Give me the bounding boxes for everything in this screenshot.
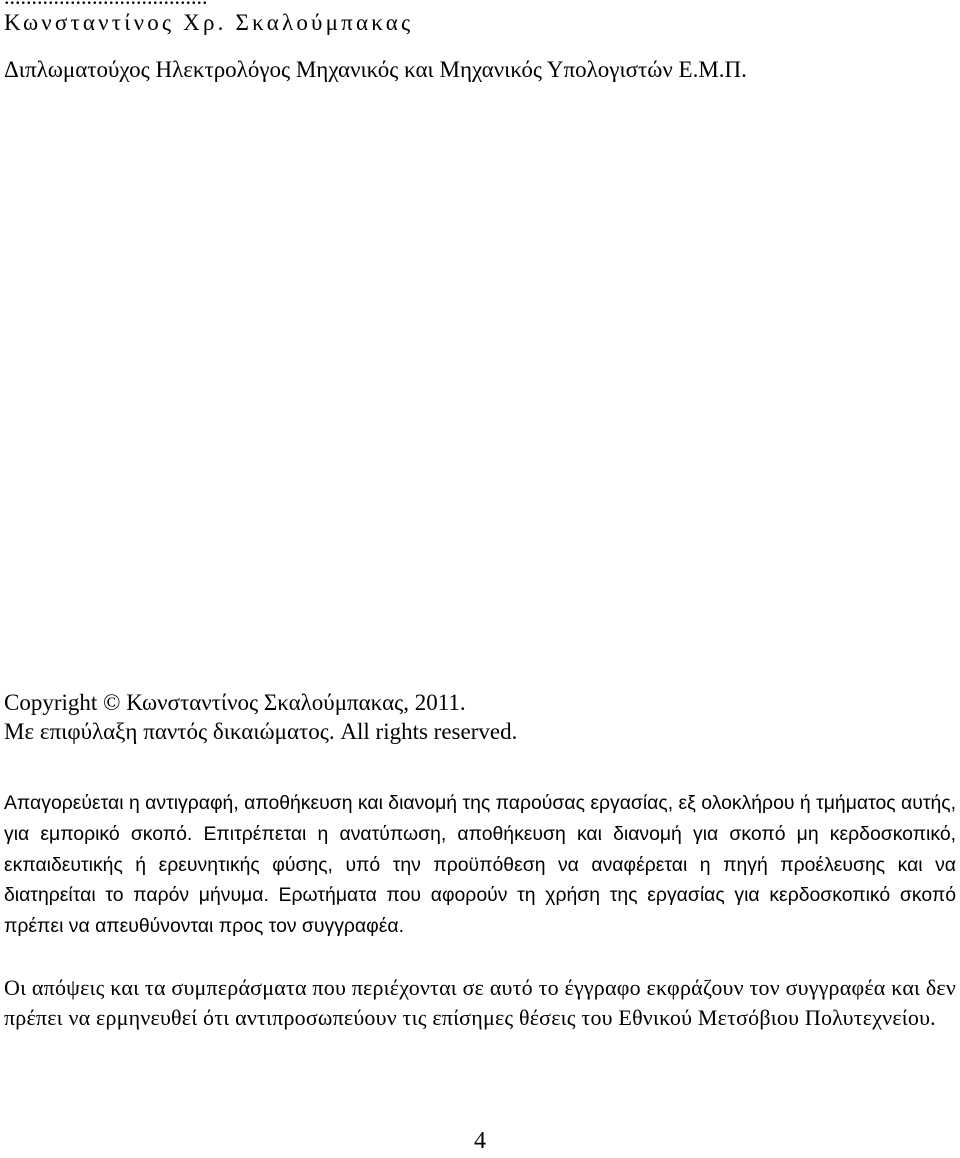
rights-reserved: Με επιφύλαξη παντός δικαιώματος. All rights reserved. bbox=[4, 719, 518, 744]
page-number: 4 bbox=[474, 1128, 486, 1154]
disclaimer-paragraph: Οι απόψεις και τα συμπεράσματα που περιέχονται σε αυτό το έγγραφο εκφράζουν τον συγγραφέα και δεν πρέπει να ερμηνευθεί ότι αντιπροσωπεύουν τις επίσημες θέσεις του Εθνικού Μετσόβιου Πολυτεχνείου. bbox=[4, 975, 957, 1030]
copying-terms-paragraph: Απαγορεύεται η αντιγραφή, αποθήκευση και διανομή της παρούσας εργασίας, εξ ολοκλήρου ή τμήματος αυτής, για εμπορικό σκοπό. Επιτρέπεται η ανατύπωση, αποθήκευση και διανομή για σκοπό μη κερδοσκοπικό, εκπαιδευτικής ή ερευνητικής φύσης, υπό την προϋπόθεση να αναφέρεται η πηγή προέλευσης και να διατηρείται το παρόν μήνυμα. Ερωτήματα που αφορούν τη χρήση της εργασίας για κερδοσκοπικό σκοπό πρέπει να απευθύνονται προς τον συγγραφέα. bbox=[4, 792, 956, 938]
author-name: Κωνσταντίνος Χρ. Σκαλούμπακας bbox=[4, 10, 414, 35]
copyright-notice: Copyright © Κωνσταντίνος Σκαλούμπακας, 2011. bbox=[4, 690, 466, 715]
signature-dotted-line bbox=[4, 0, 208, 10]
author-title: Διπλωματούχος Ηλεκτρολόγος Μηχανικός και Μηχανικός Υπολογιστών Ε.Μ.Π. bbox=[4, 57, 747, 82]
